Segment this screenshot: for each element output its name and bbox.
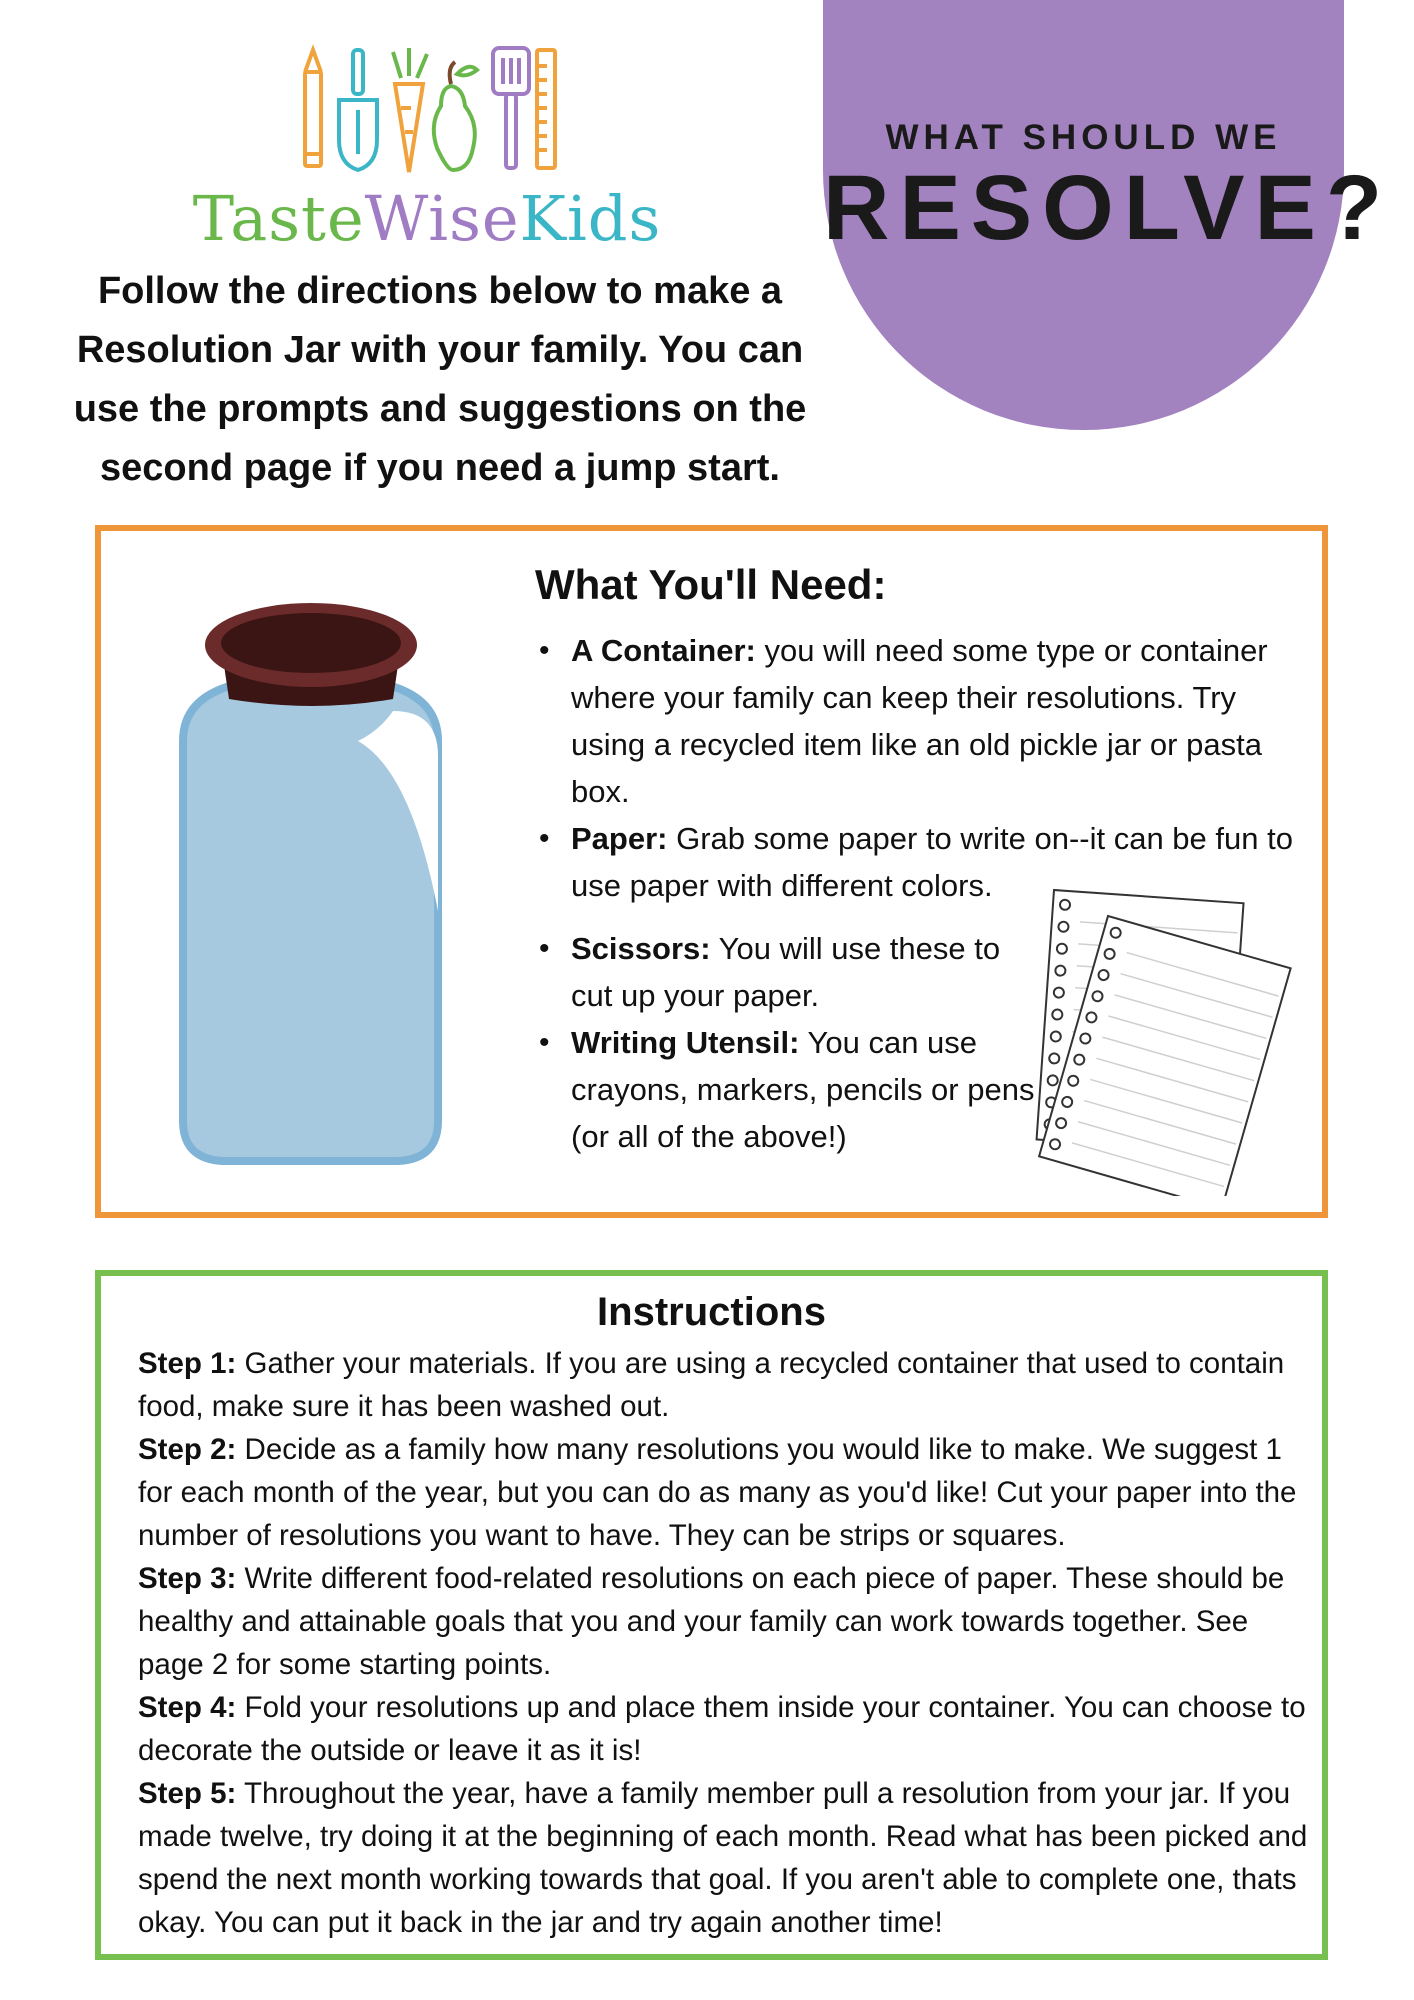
item-term: A Container: <box>571 633 756 668</box>
step-4 <box>138 1686 1308 1772</box>
item-text: Grab some paper to write on--it can be fun to use paper with different colors. <box>571 821 1293 903</box>
item-term: Scissors: <box>571 931 711 966</box>
step-text: Fold your resolutions up and place them inside your container. You can choose to decorate the outside or leave it as it is! <box>138 1691 1306 1767</box>
intro-line: second page if you need a jump start. <box>100 447 780 489</box>
list-item <box>535 925 1041 1019</box>
jar-icon <box>153 581 468 1171</box>
step-label: Step 1: <box>138 1347 237 1380</box>
brand-name-wise: Wise <box>364 182 520 255</box>
badge-title: RESOLVE? <box>823 157 1393 259</box>
step-text: Throughout the year, have a family member pull a resolution from your jar. If you made twelve, try doing it at the beginning of each month. Read what has been picked and spend the next month working towards that goal. If you aren't able to complete one, thats okay. You can put it back in the jar and try again another time! <box>138 1777 1308 1939</box>
step-label: Step 2: <box>138 1433 237 1466</box>
intro-line: use the prompts and suggestions on the <box>73 388 807 430</box>
step-label: Step 5: <box>138 1777 237 1810</box>
intro-line: Follow the directions below to make a <box>97 270 783 312</box>
ruler-icon <box>537 50 555 168</box>
step-label: Step 4: <box>138 1691 237 1724</box>
pencil-icon <box>305 50 321 166</box>
pear-icon <box>434 62 477 170</box>
intro-text <box>30 262 850 498</box>
instructions-section <box>95 1270 1328 1960</box>
brand-name-taste: Taste <box>192 182 365 255</box>
needs-section <box>95 525 1328 1218</box>
list-item <box>535 627 1315 815</box>
step-text: Gather your materials. If you are using a recycled container that used to contain food, make sure it has been washed out. <box>138 1347 1285 1423</box>
badge-subtitle: WHAT SHOULD WE <box>885 118 1282 157</box>
instructions-title: Instructions <box>597 1290 826 1334</box>
step-2 <box>138 1428 1308 1557</box>
brand-name-kids: Kids <box>519 182 662 255</box>
item-text: You can use crayons, markers, pencils or pens (or all of the above!) <box>571 1025 1035 1154</box>
steps-list <box>138 1342 1308 1944</box>
intro-line: Resolution Jar with your family. You can <box>76 329 804 371</box>
carrot-icon <box>393 48 427 172</box>
step-text: Decide as a family how many resolutions you would like to make. We suggest 1 for each month of the year, but you can do as many as you'd like! Cut your paper into the number of resolutions you want to have. They can be strips or squares. <box>138 1433 1297 1552</box>
item-text: You will use these to cut up your paper. <box>571 931 1001 1013</box>
spatula-icon <box>493 48 529 168</box>
item-text: you will need some type or container where your family can keep their resolutions. Try using a recycled item like an old pickle jar or pasta box. <box>571 633 1268 809</box>
step-3 <box>138 1557 1308 1686</box>
step-text: Write different food-related resolutions on each piece of paper. These should be healthy and attainable goals that you and your family can work towards together. See page 2 for some starting points. <box>138 1562 1285 1681</box>
notebook-paper-icon <box>1026 876 1306 1196</box>
needs-title: What You'll Need: <box>535 561 887 608</box>
step-label: Step 3: <box>138 1562 237 1595</box>
logo-icons <box>297 44 557 176</box>
step-5 <box>138 1772 1308 1944</box>
brand-logo <box>172 44 682 254</box>
item-term: Writing Utensil: <box>571 1025 800 1060</box>
step-1 <box>138 1342 1308 1428</box>
brand-name <box>172 182 682 255</box>
trowel-icon <box>339 50 377 170</box>
list-item <box>535 1019 1041 1160</box>
item-term: Paper: <box>571 821 668 856</box>
